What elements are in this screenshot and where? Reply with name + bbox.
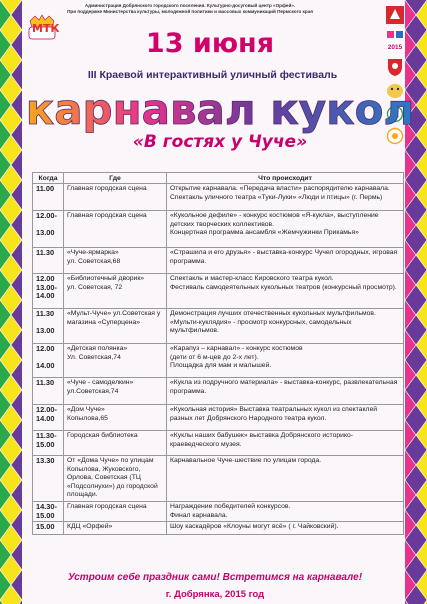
cell-what: Открытие карнавала. «Передача власти» распорядителю карнавала. Спектакль уличного театра «Туки-Луки» «Люди и птицы» (г. Пермь): [167, 184, 404, 211]
cell-what: «Карапуз – карнавал» - конкурс костюмов (дети от 6 м-цев до 2-х лет). Площадка для мам и малышей.: [167, 344, 404, 378]
cell-place: Главная городская сцена: [64, 184, 167, 211]
cell-what: «Страшила и его друзья» - выставка-конкурс Чучел огородных, игровая программа.: [167, 248, 404, 274]
table-row: [33, 344, 404, 378]
guest-subtitle: «В гостях у Чуче»: [132, 132, 308, 152]
cell-time: 11.30: [33, 248, 64, 274]
cell-what: «Кукольная история» Выставка театральных кукол из спектаклей разных лет Добрянского Народного театра кукол.: [167, 405, 404, 431]
cell-place: От «Дома Чуче» по улицам Копылова, Жуковского, Орлова, Советская (ТЦ «Подсолнухи») до городской площади.: [64, 456, 167, 502]
cell-place: КДЦ «Орфей»: [64, 522, 167, 535]
header-what: Что происходит: [167, 173, 404, 184]
cell-time: 15.00: [33, 522, 64, 535]
carnival-title-text: карнавал кукол: [25, 85, 415, 134]
table-row: [33, 378, 404, 405]
cell-time: 12.00- 13.00: [33, 211, 64, 248]
carnival-title: [25, 84, 415, 134]
cell-time: 12.00 13.00- 14.00: [33, 274, 64, 309]
cell-time: 11.30 13.00: [33, 309, 64, 344]
cell-time: 12.00 14.00: [33, 344, 64, 378]
footer-slogan: Устроим себе праздник сами! Встретимся на карнавале!: [67, 572, 363, 583]
harlequin-pattern-left: [0, 0, 22, 604]
event-date: 13 июня: [145, 28, 275, 59]
cell-time: 12.00- 14.00: [33, 405, 64, 431]
cell-what: Награждение победителей конкурсов. Финал карнавала.: [167, 501, 404, 521]
cell-place: «Библиотечный дворик» ул. Советская, 72: [64, 274, 167, 309]
cell-what: «Кукольное дефиле» - конкурс костюмов «Я-кукла», выступление детских творческих коллективов. Концертная программа ансамбля «Жемчужинки Прикамья»: [167, 211, 404, 248]
table-row: [33, 274, 404, 309]
cell-place: «Дом Чуче» Копылова,65: [64, 405, 167, 431]
footer-city-year: г. Добрянка, 2015 год: [165, 589, 265, 600]
table-row: [33, 184, 404, 211]
cell-place: «Чуче-ярмарка» ул. Советская,68: [64, 248, 167, 274]
logo-year-text: 2015: [387, 44, 403, 51]
admin-line-1: Администрация Добрянского городского поселения. Культурно-досуговый центр «Орфей».: [84, 3, 296, 8]
table-row: [33, 431, 404, 456]
cell-what: Шоу каскадёров «Клоуны могут всё» ( г. Чайковский).: [167, 522, 404, 535]
cell-what: «Кукла из подручного материала» - выставка-конкурс, развлекательная программа.: [167, 378, 404, 405]
schedule-table: [32, 172, 404, 535]
cell-time: 11.30- 15.00: [33, 431, 64, 456]
cell-what: Карнавальное Чуче-шествие по улицам города.: [167, 456, 404, 502]
admin-line-2: При поддержке Министерства культуры, молодежной политики и массовых коммуникаций Пермского края: [67, 9, 313, 14]
table-row: [33, 501, 404, 521]
cell-place: Городская библиотека: [64, 431, 167, 456]
cell-time: 11.00: [33, 184, 64, 211]
schedule-body: [33, 184, 404, 535]
mtk-logo-text: МТК: [32, 22, 60, 35]
table-row: [33, 456, 404, 502]
header-where: Где: [64, 173, 167, 184]
cell-place: «Мульт-Чуче» ул.Советская у магазина «Суперцена»: [64, 309, 167, 344]
cell-place: «Чуче - самоделкин» ул.Советская,74: [64, 378, 167, 405]
culture-year-logo-icon: [385, 29, 405, 51]
table-row: [33, 405, 404, 431]
table-row: [33, 248, 404, 274]
cell-time: 13.30: [33, 456, 64, 502]
cell-what: Спектакль и мастер-класс Кировского театра кукол. Фестиваль самодеятельных кукольных театров (конкурсный просмотр).: [167, 274, 404, 309]
table-row: [33, 522, 404, 535]
cell-place: «Детская полянка» Ул. Советская,74: [64, 344, 167, 378]
cell-time: 14.30- 15.00: [33, 501, 64, 521]
table-row: [33, 211, 404, 248]
region-crest-icon: [385, 57, 405, 77]
table-row: [33, 309, 404, 344]
coat-of-arms-icon: [385, 5, 405, 25]
cell-what: «Куклы наших бабушек» выставка Добрянского историко-краеведческого музея.: [167, 431, 404, 456]
header-when: Когда: [33, 173, 64, 184]
schedule-header-row: [33, 173, 404, 184]
harlequin-border-left: [0, 0, 22, 604]
cell-time: 11.30: [33, 378, 64, 405]
cell-place: Главная городская сцена: [64, 501, 167, 521]
cell-what: Демонстрация лучших отечественных кукольных мультфильмов. «Мульти-куклядия» - просмотр конкурсных, самодельных мультфильмов.: [167, 309, 404, 344]
cell-place: Главная городская сцена: [64, 211, 167, 248]
festival-subtitle: III Краевой интерактивный уличный фестиваль: [87, 69, 338, 81]
